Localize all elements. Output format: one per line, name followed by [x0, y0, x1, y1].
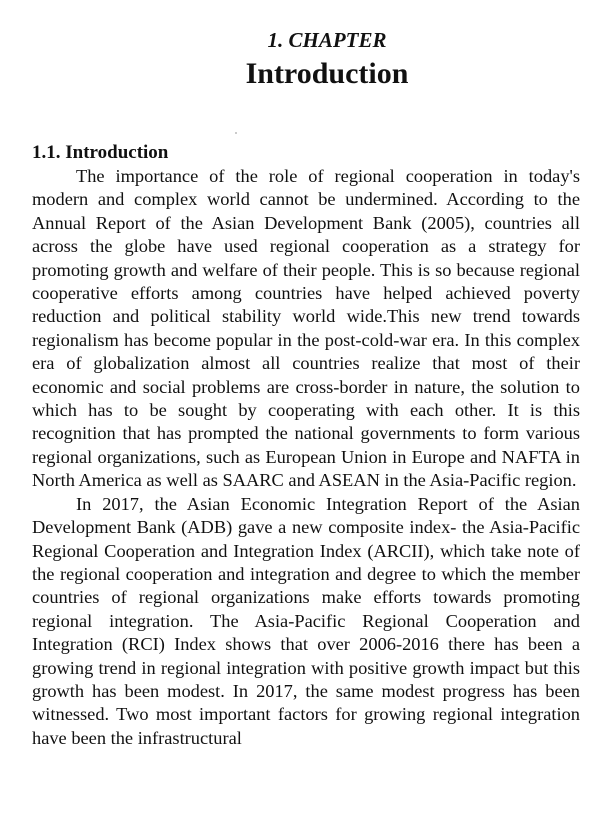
paragraph-2: In 2017, the Asian Economic Integration Report of the Asian Development Bank (ADB) gave a new composite index- the Asia-Pacific Regional Cooperation and Integration Index (ARCII), which take note of the regional cooperation and integration and degree to which the member countries of regional organizations make efforts towards promoting regional integration. The Asia-Pacific Regional Cooperation and Integration (RCI) Index shows that over 2006-2016 there has been a growing trend in regional integration with positive growth impact but this growth has been modest. In 2017, the same modest progress has been witnessed. Two most important factors for growing regional integration have been the infrastructural [32, 493, 580, 748]
section-heading: 1.1. Introduction [32, 142, 169, 163]
document-page [32, 26, 580, 750]
chapter-title: Introduction [245, 57, 409, 90]
paragraph-1: The importance of the role of regional cooperation in today's modern and complex world cannot be undermined. According to the Annual Report of the Asian Development Bank (2005), countries all across the globe have used regional cooperation as a strategy for promoting growth and welfare of their people. This is so because regional cooperative efforts among countries have helped achieved poverty reduction and political stability world wide.This new trend towards regionalism has become popular in the post-cold-war era. In this complex era of globalization almost all countries realize that most of their economic and social problems are cross-border in nature, the solution to which has to be sought by cooperating with each other. It is this recognition that has prompted the national governments to form various regional organizations, such as European Union in Europe and NAFTA in North America as well as SAARC and ASEAN in the Asia-Pacific region. [32, 166, 580, 491]
chapter-label: 1. CHAPTER [267, 28, 387, 52]
